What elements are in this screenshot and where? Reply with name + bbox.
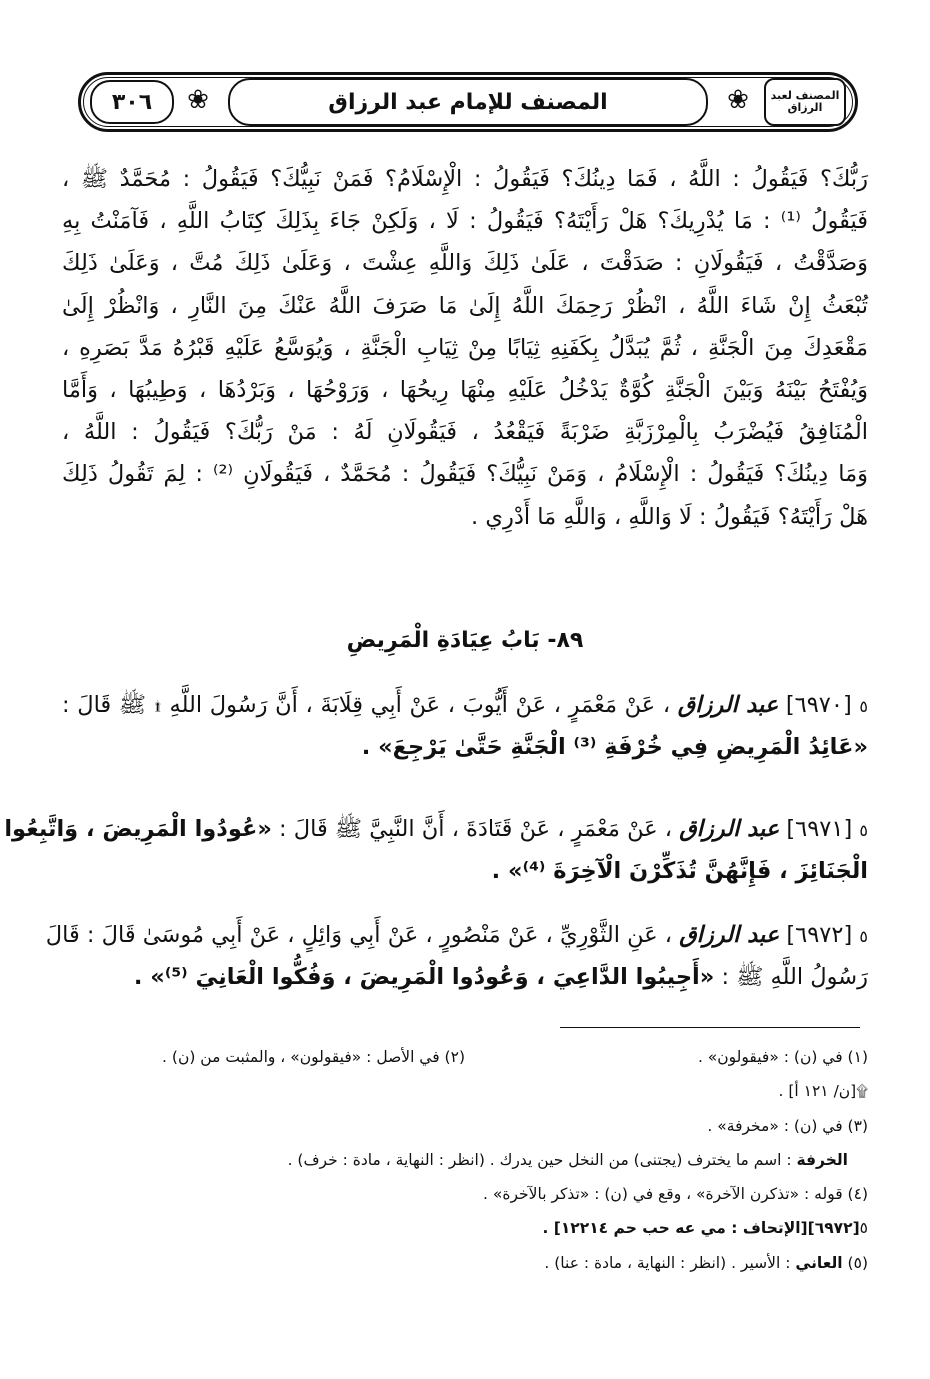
matn-quote: «أَجِيبُوا الدَّاعِيَ ، وَعُودُوا الْمَرِيضَ ، وَفُكُّوا الْعَانِيَ ⁽⁵⁾» . — [133, 964, 715, 990]
text-line: مَقْعَدِكَ مِنَ الْجَنَّةِ ، ثُمَّ يُبَدَّلُ بِكَفَنِهِ ثِيَابًا مِنْ ثِيَابِ الْجَنَّةِ ، وَيُوَسَّعُ عَلَيْهِ قَبْرُهُ مَدَّ بَصَرِهِ ، — [62, 334, 868, 361]
hadith-marker-icon: ٥ — [859, 927, 868, 946]
gloss-term: الخرفة — [796, 1150, 848, 1169]
hadith-line — [62, 726, 868, 768]
main-text — [62, 158, 868, 538]
hadith-line — [62, 850, 868, 892]
hadith-number: [٦٩٧٠] — [785, 692, 852, 718]
text-line: وَيُفْتَحُ بَيْنَهُ وَبَيْنَ الْجَنَّةِ كُوَّةٌ يَدْخُلُ عَلَيْهِ مِنْهَا رِيحُهَا ، وَرَوْحُهَا ، وَبَرْدُهَا ، وَطِيبُهَا ، وَأَمَّا — [62, 376, 868, 403]
hadith-line — [62, 684, 868, 726]
hadith-number: [٦٩٧٢] — [786, 922, 853, 948]
footnote-3-gloss — [62, 1143, 868, 1177]
hadith-marker-icon: ٥ — [859, 821, 868, 840]
page-header — [78, 72, 858, 132]
hadith-line — [62, 956, 868, 998]
matn-quote: «عَائِدُ الْمَرِيضِ فِي خُرْفَةِ ⁽³⁾ الْجَنَّةِ حَتَّىٰ يَرْجِعَ» . — [361, 734, 868, 760]
hadith-line — [4, 808, 868, 850]
gloss-term: العاني — [795, 1253, 843, 1272]
footnote-5 — [62, 1246, 868, 1280]
ithaf-reference: [٦٩٧٢][الإتحاف : مي عه حب حم ١٢٢١٤] . — [542, 1219, 860, 1238]
isnad-text: ، عَنْ مَعْمَرٍ ، عَنْ أَيُّوبَ ، عَنْ أَبِي قِلَابَةَ ، أَنَّ رَسُولَ اللَّهِ ۩ ﷺ قَالَ : — [62, 692, 671, 718]
text-line: هَلْ رَأَيْتَهُ؟ فَيَقُولُ : لَا وَاللَّهِ ، وَاللَّهِ مَا أَدْرِي . — [471, 503, 868, 530]
page-number: ٣٠٦ — [90, 80, 174, 124]
ornament-icon: ❀ — [187, 85, 209, 115]
hadith-marker-icon: ٥ — [859, 1219, 868, 1238]
footnote-row — [62, 1040, 868, 1074]
hadith-6972 — [45, 914, 868, 998]
footnote-4: (٤) قوله : «تذكرن الآخرة» ، وقع في (ن) : «تذكر بالآخرة» . — [483, 1185, 868, 1204]
narrator-name: عبد الرزاق — [679, 922, 780, 948]
narrator-name: عبد الرزاق — [679, 816, 780, 842]
text-line: رَبُّكَ؟ فَيَقُولُ : اللَّهُ ، فَمَا دِينُكَ؟ فَيَقُولُ : الْإِسْلَامُ؟ فَمَنْ نَبِيُّكَ؟ فَيَقُولُ : مُحَمَّدٌ ﷺ ، — [62, 166, 868, 192]
book-seal: المصنف لعبد الرزاق — [764, 78, 846, 126]
section-title: ٨٩- بَابُ عِيَادَةِ الْمَرِيضِ — [346, 628, 584, 653]
footnotes — [62, 1040, 868, 1280]
running-title: المصنف للإمام عبد الرزاق — [228, 78, 708, 126]
footnote-2: (٢) في الأصل : «فيقولون» ، والمثبت من (ن) . — [162, 1048, 465, 1066]
isnad-text: ، عَنْ مَعْمَرٍ ، عَنْ قَتَادَةَ ، أَنَّ النَّبِيَّ ﷺ قَالَ : — [279, 816, 673, 842]
folio-note: ۩[ن/ ١٢١ أ] . — [778, 1082, 868, 1101]
footnote-1: (١) في (ن) : «فيقولون» . — [697, 1048, 868, 1066]
footnote-divider — [560, 1027, 860, 1028]
text-line: وَمَا دِينُكَ؟ فَيَقُولُ : الْإِسْلَامُ ، وَمَنْ نَبِيُّكَ؟ فَيَقُولُ : مُحَمَّدٌ ، فَيَقُولَانِ ⁽²⁾ : لِمَ تَقُولُ ذَلِكَ — [62, 461, 868, 488]
isnad-text: ، عَنِ الثَّوْرِيِّ ، عَنْ مَنْصُورٍ ، عَنْ أَبِي وَائِلٍ ، عَنْ أَبِي مُوسَىٰ قَالَ : قَالَ — [45, 922, 673, 948]
text-line: تُبْعَثُ إِنْ شَاءَ اللَّهُ ، انْظُرْ رَحِمَكَ اللَّهُ إِلَىٰ مَا صَرَفَ اللَّهُ عَنْكَ مِنَ النَّارِ ، وَانْظُرْ إِلَىٰ — [62, 292, 868, 319]
matn-quote: الْجَنَائِزَ ، فَإِنَّهُنَّ تُذَكِّرْنَ الْآخِرَةَ ⁽⁴⁾» . — [491, 858, 868, 884]
hadith-6971 — [4, 808, 868, 892]
ithaf-note — [62, 1211, 868, 1245]
hadith-number: [٦٩٧١] — [786, 816, 853, 842]
hadith-marker-icon: ٥ — [859, 697, 869, 716]
hadith-line — [45, 914, 868, 956]
footnote-3: (٣) في (ن) : «مخرفة» . — [707, 1116, 868, 1135]
footnote-number: (٥) — [847, 1253, 868, 1272]
text-line: فَيَقُولُ ⁽¹⁾ : مَا يُدْرِيكَ؟ هَلْ رَأَيْتَهُ؟ فَيَقُولُ : لَا ، وَلَكِنْ جَاءَ بِذَلِكَ كِتَابُ اللَّهِ ، فَآمَنْتُ بِهِ — [62, 208, 869, 235]
gloss-definition: : الأسير . (انظر : النهاية ، مادة : عنا) . — [544, 1253, 791, 1272]
text-line: الْمُنَافِقُ فَيُضْرَبُ بِالْمِرْزَبَّةِ ضَرْبَةً فَيَقْعُدُ ، فَيَقُولَانِ لَهُ : مَنْ رَبُّكَ؟ فَيَقُولُ : اللَّهُ ، — [62, 419, 868, 446]
text-line: وَصَدَّقْتُ ، فَيَقُولَانِ : صَدَقْتَ ، عَلَىٰ ذَلِكَ وَاللَّهِ عِشْتَ ، وَعَلَىٰ ذَلِكَ مُتَّ ، وَعَلَىٰ ذَلِكَ — [62, 250, 868, 277]
narrator-name: عبد الرزاق — [677, 692, 779, 718]
gloss-definition: : اسم ما يخترف (يجتنى) من النخل حين يدرك . (انظر : النهاية ، مادة : خرف) . — [287, 1150, 792, 1169]
matn-quote: «عُودُوا الْمَرِيضَ ، وَاتَّبِعُوا — [4, 816, 272, 842]
ornament-icon: ❀ — [727, 85, 749, 115]
hadith-6970 — [62, 684, 868, 768]
isnad-text: رَسُولُ اللَّهِ ﷺ : — [721, 964, 868, 990]
